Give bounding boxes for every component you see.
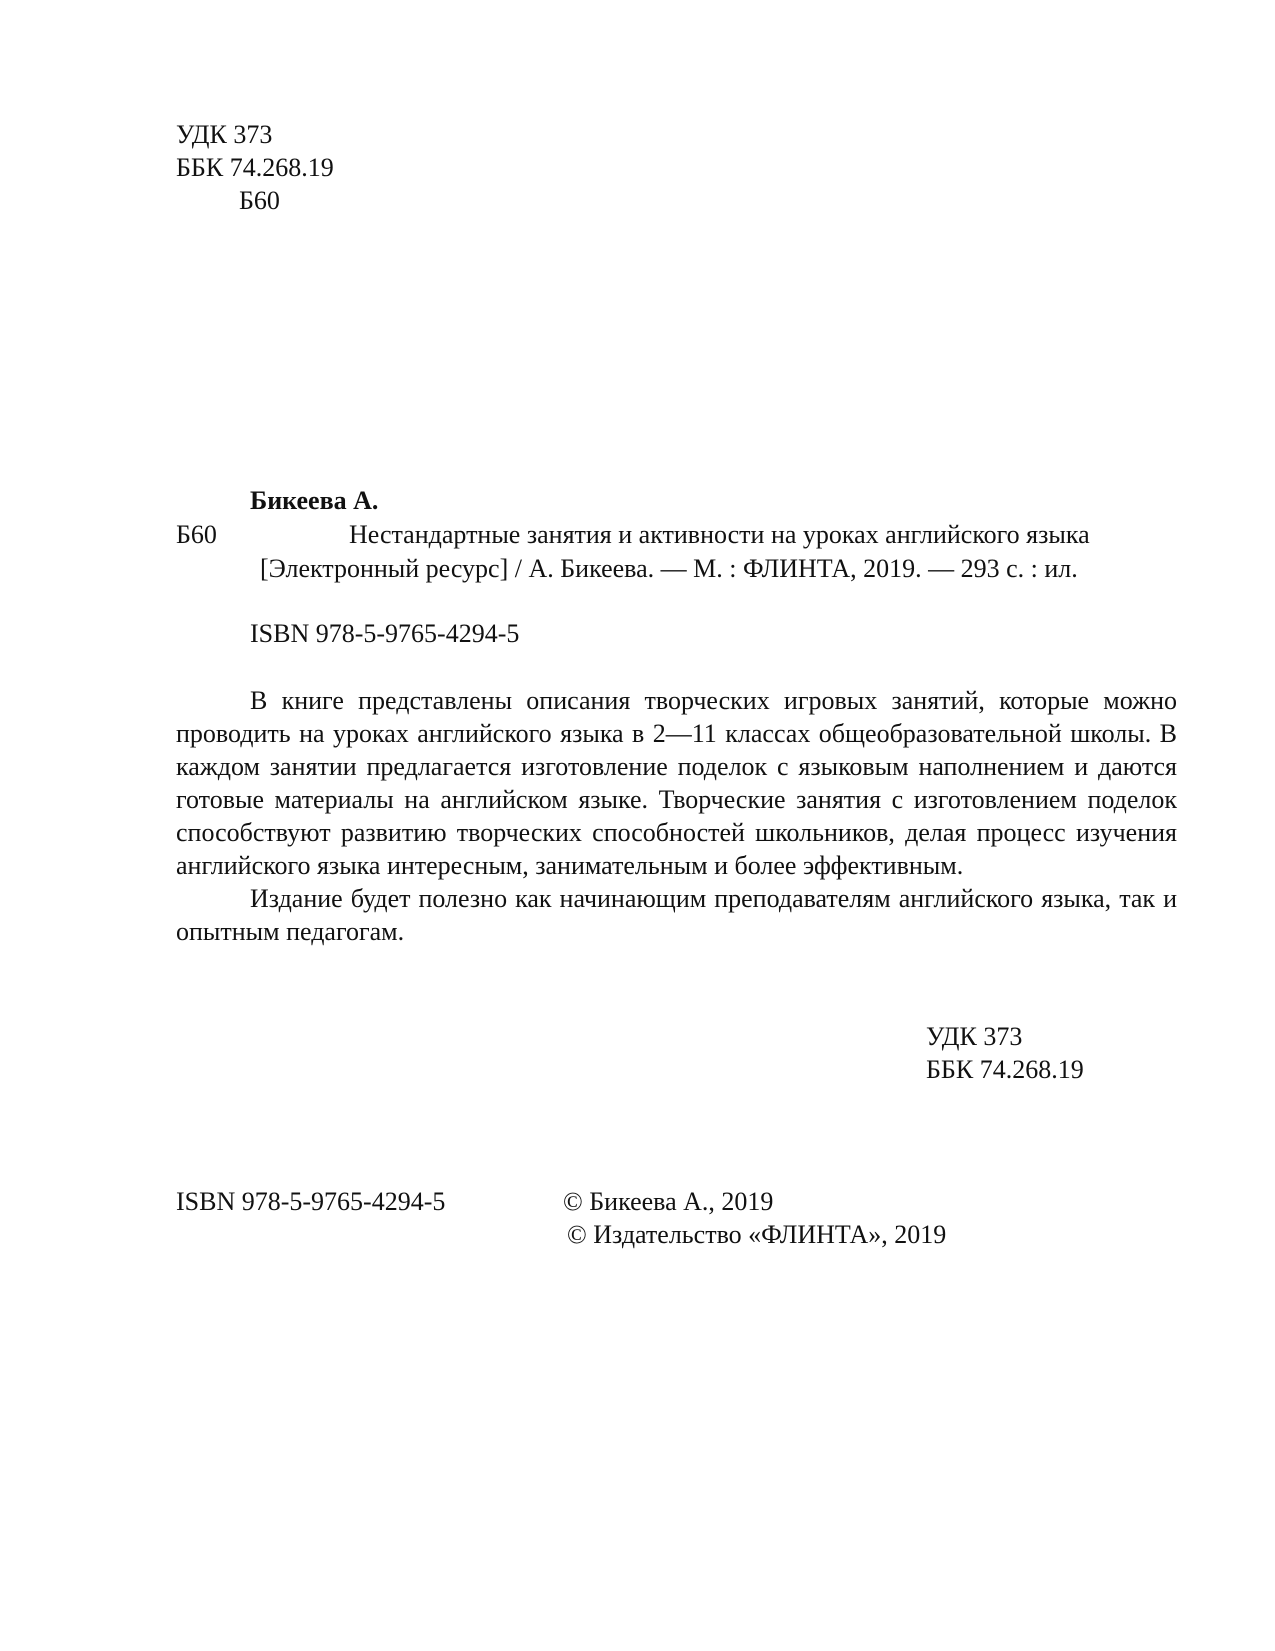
author-mark-record: Б60 <box>176 520 217 549</box>
isbn-record: ISBN 978-5-9765-4294-5 <box>250 619 520 648</box>
isbn-footer: ISBN 978-5-9765-4294-5 <box>176 1187 446 1216</box>
book-title-line-1: Нестандартные занятия и активности на уроках английского языка <box>349 520 1090 549</box>
copyright-author: © Бикеева А., 2019 <box>563 1187 774 1216</box>
udk-code: УДК 373 <box>176 120 273 149</box>
annotation-paragraph-1: В книге представлены описания творческих игровых занятий, которые можно проводить на уроках английского языка в 2—11 классах общеобразовательной школы. В каждом занятии предлагается изготовление поделок с языковым наполнением и даются готовые материалы на английском языке. Творческие занятия с изготовлением поделок способствуют развитию творческих способностей школьников, делая процесс изучения английского языка интересным, занимательным и более эффективным. <box>176 686 1177 880</box>
author-name: Бикеева А. <box>250 486 379 515</box>
bbk-code-bottom: ББК 74.268.19 <box>926 1055 1084 1084</box>
annotation <box>176 684 1177 948</box>
author-mark: Б60 <box>239 186 280 215</box>
bbk-code: ББК 74.268.19 <box>176 153 334 182</box>
book-title-line-2: [Электронный ресурс] / А. Бикеева. — М. : ФЛИНТА, 2019. — 293 с. : ил. <box>260 554 1078 583</box>
copyright-publisher: © Издательство «ФЛИНТА», 2019 <box>567 1220 947 1249</box>
annotation-paragraph-2: Издание будет полезно как начинающим преподавателям английского языка, так и опытным педагогам. <box>176 884 1177 946</box>
udk-code-bottom: УДК 373 <box>926 1022 1023 1051</box>
